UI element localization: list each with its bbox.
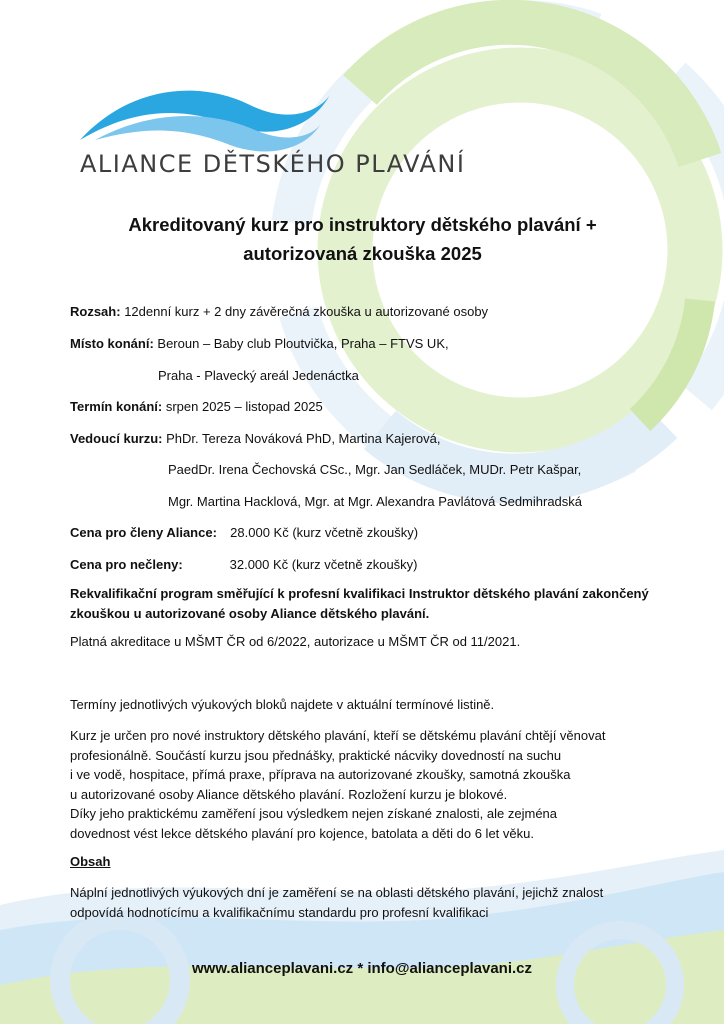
rozsah-value: 12denní kurz + 2 dny závěrečná zkouška u autorizované osoby (124, 304, 489, 319)
kurz-line-2: profesionálně. Součástí kurzu jsou přednášky, praktické nácviky dovedností na suchu (70, 747, 562, 763)
cena-clen-note: (kurz včetně zkoušky) (292, 525, 419, 540)
footer-contact: www.alianceplavani.cz * info@alianceplavani.cz (191, 960, 533, 977)
kurz-line-5: Díky jeho praktickému zaměření jsou výsledkem nejen získané znalosti, ale zejména (70, 806, 558, 821)
rozsah-label: Rozsah: (70, 304, 121, 319)
obsah-line-1: Náplní jednotlivých výukových dní je zaměření se na oblasti dětského plavání, jejichž znalost (70, 885, 604, 900)
termin-row (70, 399, 323, 414)
misto-value-1: Beroun – Baby club Ploutvička, Praha – FTVS UK, (157, 336, 449, 351)
cena-neclen-row (70, 557, 418, 572)
page-title (90, 210, 635, 268)
cena-clen-row (70, 525, 418, 540)
misto-row (70, 336, 449, 351)
vedouci-value-1: PhDr. Tereza Nováková PhD, Martina Kajerová, (166, 431, 441, 446)
termin-value: srpen 2025 – listopad 2025 (165, 399, 323, 414)
rozsah-row (70, 304, 488, 319)
vedouci-label: Vedoucí kurzu: (70, 431, 163, 446)
kurz-line-3: i ve vodě, hospitace, přímá praxe, příprava na autorizované zkoušky, samotná zkouška (70, 767, 571, 782)
misto-label: Místo konání: (70, 336, 154, 351)
termin-label: Termín konání: (70, 399, 163, 414)
kurz-line-6: dovednost vést lekce dětského plavání pro kojence, batolata a děti do 6 let věku. (70, 825, 534, 841)
vedouci-value-3: Mgr. Martina Hacklová, Mgr. at Mgr. Alexandra Pavlátová Sedmihradská (168, 494, 583, 509)
cena-neclen-price: 32.000 Kč (229, 557, 289, 572)
kurz-line-1: Kurz je určen pro nové instruktory dětského plavání, kteří se dětskému plavání chtějí věnovat (70, 728, 606, 743)
kurz-line-4: u autorizované osoby Aliance dětského plavání. Rozložení kurzu je blokové. (70, 786, 508, 802)
title-line-1: Akreditovaný kurz pro instruktory dětského plavání + (128, 214, 597, 235)
misto-value-2: Praha - Plavecký areál Jedenáctka (158, 368, 359, 383)
obsah-line-2: odpovídá hodnotícímu a kvalifikačnímu standardu pro profesní kvalifikaci (70, 904, 489, 920)
vedouci-value-2: PaedDr. Irena Čechovská CSc., Mgr. Jan Sedláček, MUDr. Petr Kašpar, (168, 462, 582, 477)
cena-clen-price: 28.000 Kč (230, 525, 289, 540)
akreditace-paragraph: Platná akreditace u MŠMT ČR od 6/2022, autorizace u MŠMT ČR od 11/2021. (70, 634, 521, 649)
cena-neclen-label: Cena pro nečleny: (70, 557, 183, 572)
obsah-paragraph (70, 883, 670, 922)
cena-neclen-note: (kurz včetně zkoušky) (291, 557, 418, 572)
cena-clen-label: Cena pro členy Aliance: (70, 525, 217, 540)
title-line-2: autorizovaná zkouška 2025 (243, 243, 482, 264)
obsah-heading: Obsah (70, 854, 111, 869)
logo-text: ALIANCE DĚTSKÉHO PLAVÁNÍ (80, 150, 466, 178)
rekvalifikace-paragraph: Rekvalifikační program směřující k profesní kvalifikaci Instruktor dětského plavání zakončený zkouškou u autorizované osoby Aliance dětského plavání. (70, 586, 649, 621)
vedouci-row (70, 431, 440, 446)
terminy-paragraph: Termíny jednotlivých výukových bloků najdete v aktuální termínové listině. (70, 697, 495, 712)
kurz-paragraph (70, 726, 670, 843)
